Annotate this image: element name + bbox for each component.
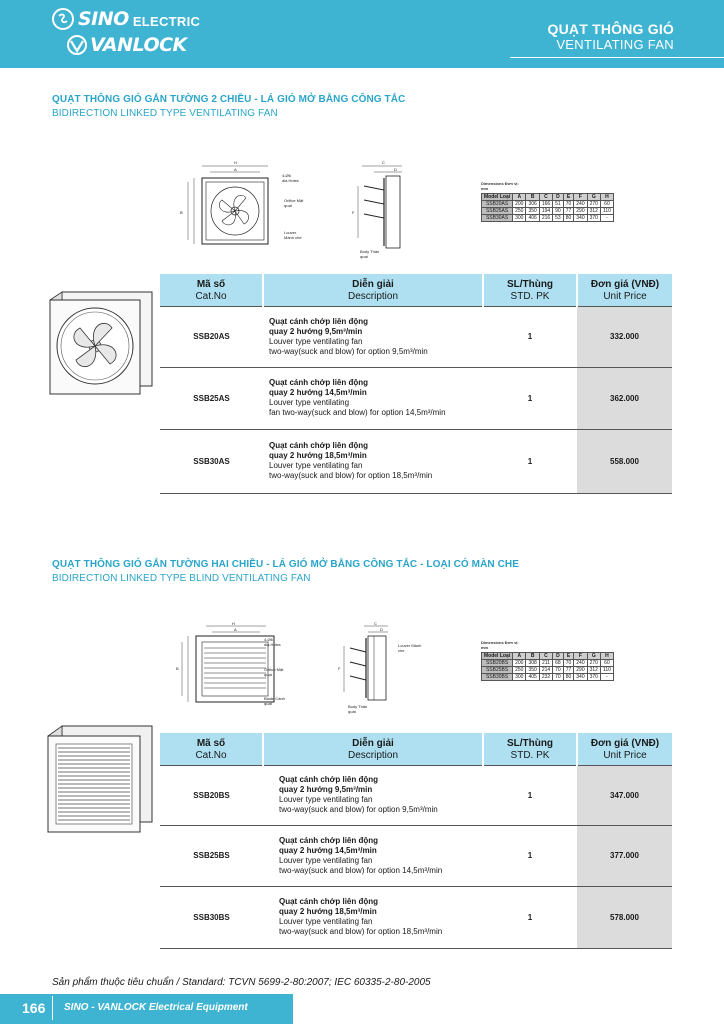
- desc-en-line2: two-way(suck and blow) for option 18,5m³/min: [279, 927, 443, 936]
- svg-text:F: F: [338, 666, 341, 671]
- header-cat-no-en: Cat.No: [195, 290, 227, 302]
- header-unit-price-en: Unit Price: [603, 749, 647, 761]
- dim-cell: 70: [553, 674, 564, 681]
- dim-cell: 270: [587, 201, 600, 208]
- brand-logo: [52, 6, 200, 58]
- row-std-pk: 1: [483, 765, 577, 825]
- section2-dimension-table: [481, 652, 614, 681]
- section1-side-drawing: [350, 160, 410, 260]
- svg-text:C: C: [382, 160, 385, 165]
- row-std-pk: 1: [483, 429, 577, 493]
- dim-header: E: [563, 194, 574, 201]
- section1-dimension-table: [481, 193, 614, 222]
- standard-note: Sản phẩm thuộc tiêu chuẩn / Standard: TCVN 5699-2-80:2007; IEC 60335-2-80-2005: [52, 977, 431, 988]
- dim-header: F: [574, 194, 587, 201]
- svg-text:B: B: [180, 210, 183, 215]
- dim-cell: 194: [539, 208, 552, 215]
- dim-cell: 300: [513, 215, 526, 222]
- desc-vn-line1: Quạt cánh chớp liên động: [279, 775, 379, 784]
- section2-side-drawing: [338, 622, 398, 712]
- dim-cell: 110: [600, 667, 613, 674]
- dim-header-model: Model Loại: [482, 194, 513, 201]
- desc-vn-line2: quay 2 hướng 14,5m³/min: [269, 388, 367, 397]
- dim-header: C: [539, 653, 552, 660]
- dim-cell: 250: [513, 208, 526, 215]
- dim-cell: 306: [526, 201, 539, 208]
- header-description: [263, 733, 483, 765]
- row-description: [263, 429, 483, 493]
- dim-cell: 80: [563, 215, 574, 222]
- desc-vn-line2: quay 2 hướng 9,5m³/min: [279, 785, 373, 794]
- svg-text:C: C: [374, 622, 377, 626]
- header-unit-price-en: Unit Price: [603, 290, 647, 302]
- section2-dimension-block: [481, 640, 614, 681]
- dim-header: D: [553, 653, 564, 660]
- product-table-header: [160, 733, 672, 765]
- row-cat-no: SSB25AS: [160, 367, 263, 429]
- dim-cell: 68: [553, 660, 564, 667]
- table-row: [160, 886, 672, 948]
- category-title-en: VENTILATING FAN: [556, 37, 674, 52]
- header-cat-no: [160, 733, 263, 765]
- section1-title-en: BIDIRECTION LINKED TYPE VENTILATING FAN: [52, 108, 278, 119]
- table-row: [160, 367, 672, 429]
- brand-electric: ELECTRIC: [132, 13, 201, 29]
- ssb-bs-fan-photo: [42, 724, 156, 839]
- dim-cell: SSB25BS: [482, 667, 513, 674]
- dim-cell: 214: [539, 667, 552, 674]
- svg-text:A: A: [234, 627, 237, 632]
- svg-text:H: H: [234, 160, 237, 165]
- desc-en-line2: fan two-way(suck and blow) for option 14,5m³/min: [269, 408, 446, 417]
- row-std-pk: 1: [483, 886, 577, 948]
- section1-label-holes: 4-Ø6 dia.Holes: [282, 173, 299, 183]
- dim-cell: 70: [553, 667, 564, 674]
- section1-product-table: [160, 274, 672, 494]
- dim-header: C: [539, 194, 552, 201]
- dim-cell: 370: [587, 674, 600, 681]
- row-std-pk: 1: [483, 825, 577, 886]
- section2-dim-caption: Dimensions Đơn vị: mm: [481, 640, 519, 650]
- desc-en-line1: Louver type ventilating fan: [279, 795, 373, 804]
- header-cat-no: [160, 274, 263, 306]
- header-description-vn: Diễn giải: [352, 278, 394, 290]
- dim-cell: 300: [513, 674, 526, 681]
- dim-header: B: [526, 653, 539, 660]
- dim-cell: 312: [587, 208, 600, 215]
- desc-en-line1: Louver type ventilating fan: [269, 336, 363, 346]
- dim-cell: 216: [539, 215, 552, 222]
- desc-en-line1: Louver type ventilating fan: [279, 855, 373, 865]
- desc-en-line2: two-way(suck and blow) for option 9,5m³/min: [269, 346, 428, 356]
- section1-label-orifice: Orifice Mặt quạt: [284, 198, 304, 208]
- row-cat-no: SSB20AS: [160, 306, 263, 367]
- section2-label-orifice: Orifice Mặt quạt: [264, 667, 284, 677]
- desc-en-line1: Louver type ventilating fan: [269, 461, 363, 470]
- dim-cell: 340: [574, 674, 587, 681]
- svg-text:F: F: [352, 210, 355, 215]
- dim-cell: 308: [526, 660, 539, 667]
- dim-cell: 290: [574, 208, 587, 215]
- dim-header: B: [526, 194, 539, 201]
- dim-row: [482, 667, 614, 674]
- dim-cell: SSB30BS: [482, 674, 513, 681]
- dim-header-row: [482, 194, 614, 201]
- dim-cell: 240: [574, 660, 587, 667]
- desc-vn-line2: quay 2 hướng 14,5m³/min: [279, 845, 377, 855]
- dim-cell: 80: [563, 674, 574, 681]
- section2-title-vn: QUẠT THÔNG GIÓ GẮN TƯỜNG HAI CHIỀU - LÁ GIÓ MỞ BẰNG CÔNG TẮC - LOẠI CÓ MÀN CHE: [52, 559, 520, 570]
- section2-label-holes: 4-Ø6 dia.Holes: [264, 637, 281, 647]
- desc-vn-line2: quay 2 hướng 18,5m³/min: [279, 907, 377, 916]
- table-row: [160, 429, 672, 493]
- desc-en-line1: Louver type ventilating: [269, 398, 350, 407]
- section1-label-louver: Louver Mành che: [284, 230, 302, 240]
- desc-en-line2: two-way(suck and blow) for option 18,5m³/min: [269, 471, 433, 480]
- header-std-pk-en: STD. PK: [510, 290, 550, 302]
- dim-cell: 77: [563, 208, 574, 215]
- row-unit-price: 362.000: [577, 367, 672, 429]
- dim-cell: 60: [600, 660, 613, 667]
- section1-label-body: Body Thân quạt: [360, 249, 380, 259]
- row-std-pk: 1: [483, 367, 577, 429]
- page-header: [0, 0, 724, 68]
- dim-row: [482, 215, 614, 222]
- row-description: [263, 367, 483, 429]
- desc-en-line2: two-way(suck and blow) for option 14,5m³/min: [279, 865, 443, 875]
- dim-header: F: [574, 653, 587, 660]
- row-cat-no: SSB20BS: [160, 765, 263, 825]
- row-unit-price: 377.000: [577, 825, 672, 886]
- category-title-vn: QUẠT THÔNG GIÓ: [547, 21, 674, 37]
- row-std-pk: 1: [483, 306, 577, 367]
- dim-cell: 250: [513, 667, 526, 674]
- brand-vanlock: VANLOCK: [90, 34, 187, 56]
- dim-header: A: [513, 194, 526, 201]
- desc-vn-line1: Quạt cánh chớp liên động: [269, 441, 369, 450]
- dim-header: A: [513, 653, 526, 660]
- row-cat-no: SSB30AS: [160, 429, 263, 493]
- dim-cell: -: [600, 674, 613, 681]
- sino-logo-icon: [52, 8, 74, 30]
- desc-vn-line2: quay 2 hướng 9,5m³/min: [269, 326, 363, 336]
- row-unit-price: 578.000: [577, 886, 672, 948]
- dim-cell: 405: [526, 674, 539, 681]
- dim-cell: 406: [526, 215, 539, 222]
- dim-header-row: [482, 653, 614, 660]
- table-row: [160, 825, 672, 886]
- dim-cell: 240: [574, 201, 587, 208]
- dim-cell: 90: [553, 208, 564, 215]
- dim-cell: 340: [574, 215, 587, 222]
- dim-cell: 370: [587, 215, 600, 222]
- desc-en-line1: Louver type ventilating fan: [279, 917, 373, 926]
- header-std-pk-vn: SL/Thùng: [506, 737, 554, 749]
- svg-text:B: B: [176, 666, 179, 671]
- desc-vn-line1: Quạt cánh chớp liên động: [279, 835, 379, 845]
- dim-header: E: [563, 653, 574, 660]
- dim-cell: 166: [539, 201, 552, 208]
- dim-cell: SSB20BS: [482, 660, 513, 667]
- dim-cell: 60: [600, 201, 613, 208]
- svg-text:D: D: [394, 167, 397, 172]
- dim-row: [482, 201, 614, 208]
- header-unit-price: [577, 274, 672, 306]
- ssb-as-fan-photo: [44, 290, 156, 403]
- header-std-pk: [483, 274, 577, 306]
- dim-header: G: [587, 194, 600, 201]
- dim-row: [482, 674, 614, 681]
- dim-cell: 350: [526, 208, 539, 215]
- row-description: [263, 306, 483, 367]
- section2-title-en: BIDIRECTION LINKED TYPE BLIND VENTILATING FAN: [52, 573, 311, 584]
- header-cat-no-en: Cat.No: [195, 749, 227, 761]
- row-cat-no: SSB30BS: [160, 886, 263, 948]
- header-unit-price: [577, 733, 672, 765]
- dim-cell: 53: [553, 215, 564, 222]
- row-description: [263, 886, 483, 948]
- svg-text:D: D: [380, 627, 383, 632]
- dim-cell: 200: [513, 660, 526, 667]
- dim-cell: 232: [539, 674, 552, 681]
- footer-divider: [52, 996, 53, 1020]
- product-table-header: [160, 274, 672, 306]
- desc-vn-line1: Quạt cánh chớp liên động: [279, 897, 379, 906]
- dim-header: G: [587, 653, 600, 660]
- dim-cell: 290: [574, 667, 587, 674]
- section1-dimension-block: [481, 181, 614, 222]
- dim-cell: 110: [600, 208, 613, 215]
- row-description: [263, 765, 483, 825]
- header-unit-price-vn: Đơn giá (VNĐ): [590, 737, 660, 749]
- desc-vn-line2: quay 2 hướng 18,5m³/min: [269, 451, 367, 460]
- dim-cell: SSB30AS: [482, 215, 513, 222]
- header-unit-price-vn: Đơn giá (VNĐ): [590, 278, 660, 290]
- desc-vn-line1: Quạt cánh chớp liên động: [269, 316, 369, 326]
- dim-cell: 312: [587, 667, 600, 674]
- row-unit-price: 332.000: [577, 306, 672, 367]
- table-row: [160, 306, 672, 367]
- header-std-pk-vn: SL/Thùng: [506, 278, 554, 290]
- page-category: [548, 22, 674, 52]
- dim-cell: 70: [563, 660, 574, 667]
- header-divider: [510, 57, 724, 58]
- footer-brand-text: SINO - VANLOCK Electrical Equipment: [64, 1002, 248, 1013]
- dim-cell: SSB20AS: [482, 201, 513, 208]
- section2-label-louver: Louver Mành che: [398, 643, 422, 653]
- dim-row: [482, 660, 614, 667]
- section2-label-blade: Blade Cánh quạt: [264, 696, 285, 706]
- header-description-vn: Diễn giải: [352, 737, 394, 749]
- header-description: [263, 274, 483, 306]
- section2-product-table: [160, 733, 672, 949]
- dim-header: H: [600, 653, 613, 660]
- dim-cell: 51: [553, 201, 564, 208]
- svg-text:H: H: [232, 622, 235, 626]
- dim-row: [482, 208, 614, 215]
- row-description: [263, 825, 483, 886]
- dim-cell: 270: [587, 660, 600, 667]
- section2-label-body: Body Thân quạt: [348, 704, 368, 714]
- header-cat-no-vn: Mã số: [196, 737, 226, 749]
- header-std-pk-en: STD. PK: [510, 749, 550, 761]
- dim-header: D: [553, 194, 564, 201]
- section1-dim-caption: Dimensions Đơn vị: mm: [481, 181, 519, 191]
- vanlock-logo-icon: [66, 34, 88, 56]
- header-description-en: Description: [347, 749, 399, 761]
- dim-cell: 70: [563, 201, 574, 208]
- table-row: [160, 765, 672, 825]
- header-std-pk: [483, 733, 577, 765]
- brand-sino: SINO: [78, 8, 129, 30]
- dim-header: H: [600, 194, 613, 201]
- page-number: 166: [22, 1000, 46, 1016]
- desc-en-line2: two-way(suck and blow) for option 9,5m³/min: [279, 805, 438, 814]
- dim-cell: SSB25AS: [482, 208, 513, 215]
- header-cat-no-vn: Mã số: [196, 278, 226, 290]
- row-unit-price: 558.000: [577, 429, 672, 493]
- dim-cell: 350: [526, 667, 539, 674]
- desc-vn-line1: Quạt cánh chớp liên động: [269, 378, 369, 387]
- dim-cell: 77: [563, 667, 574, 674]
- dim-header-model: Model Loại: [482, 653, 513, 660]
- row-cat-no: SSB25BS: [160, 825, 263, 886]
- section1-title-vn: QUẠT THÔNG GIÓ GẮN TƯỜNG 2 CHIỀU - LÁ GIÓ MỞ BẰNG CÔNG TẮC: [52, 94, 406, 105]
- dim-cell: 200: [513, 201, 526, 208]
- header-description-en: Description: [347, 290, 399, 302]
- dim-cell: -: [600, 215, 613, 222]
- row-unit-price: 347.000: [577, 765, 672, 825]
- dim-cell: 211: [539, 660, 552, 667]
- svg-text:A: A: [234, 167, 237, 172]
